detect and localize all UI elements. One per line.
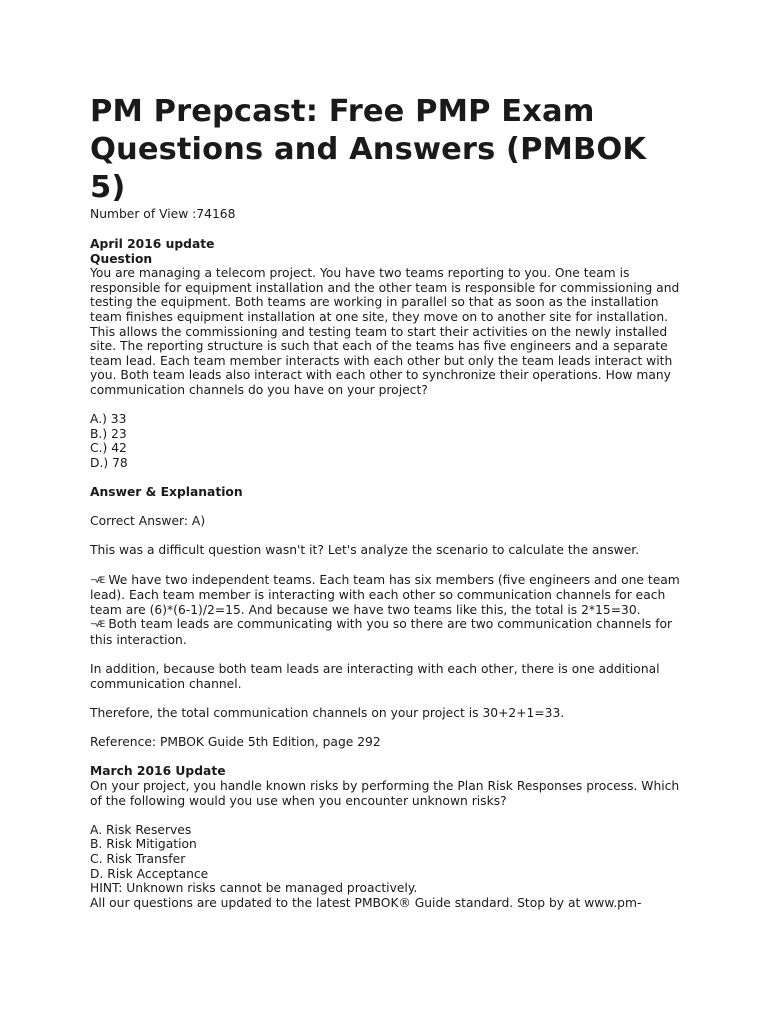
footer-text: All our questions are updated to the latest PMBOK® Guide standard. Stop by at www.pm- [90,895,642,910]
april-options-list [90,412,690,470]
bullet-icon: ¬Æ [90,575,105,586]
explanation-bullet-2 [90,617,690,647]
option-d: D.) 78 [90,455,128,470]
spacer [90,750,690,765]
reference: Reference: PMBOK Guide 5th Edition, page 292 [90,735,381,750]
spacer [90,529,690,544]
spacer [90,558,690,573]
march-update-heading: March 2016 Update [90,764,226,779]
spacer [90,471,690,486]
spacer [90,222,690,237]
april-update-heading: April 2016 update [90,237,215,251]
question-label: Question [90,251,153,266]
hint-text: HINT: Unknown risks cannot be managed proactively. [90,881,418,896]
document-page [90,93,690,910]
option-d: D. Risk Acceptance [90,866,209,881]
spacer [90,691,690,706]
spacer [90,648,690,663]
march-options-list [90,823,690,881]
option-a: A.) 33 [90,412,127,427]
bullet-text: We have two independent teams. Each team has six members (five engineers and one team lead). Each team member is interacting with each other so communication channels for each team are (6)*(6-1)/2=15. And because we have two teams like this, the total is 2*15=30. [90,572,680,617]
spacer [90,398,690,413]
correct-answer: Correct Answer: A) [90,514,206,529]
option-b: B.) 23 [90,426,127,441]
spacer [90,721,690,736]
explanation-addition: In addition, because both team leads are interacting with each other, there is one additional communication channel. [90,662,660,691]
page-title: PM Prepcast: Free PMP Exam Questions and Answers (PMBOK 5) [90,94,647,205]
bullet-text: Both team leads are communicating with you so there are two communication channels for this interaction. [90,617,673,648]
explanation-bullet-1 [90,573,690,618]
view-count: Number of View :74168 [90,207,236,221]
april-question-text: You are managing a telecom project. You have two teams reporting to you. One team is responsible for equipment installation and the other team is responsible for commissioning and testing the equipment. Both teams are working in parallel so that as soon as the installation team finishes equipment installation at one site, they move on to another site for installation. This allows the commissioning and testing team to start their activities on the newly installed site. The reporting structure is such that each of the teams has five engineers and a separate team lead. Each team member interacts with each other but only the team leads interact with you. Both team leads also interact with each other to synchronize their operations. How many communication channels do you have on your project? [90,266,680,397]
option-c: C.) 42 [90,441,127,456]
explanation-total: Therefore, the total communication channels on your project is 30+2+1=33. [90,706,565,720]
option-c: C. Risk Transfer [90,851,186,866]
spacer [90,500,690,515]
march-question-text: On your project, you handle known risks by performing the Plan Risk Responses process. Which of the following would you use when you encounter unknown risks? [90,778,680,808]
bullet-icon: ¬Æ [90,620,105,631]
spacer [90,808,690,823]
option-a: A. Risk Reserves [90,822,192,837]
explanation-intro: This was a difficult question wasn't it? Let's analyze the scenario to calculate the answer. [90,543,640,558]
answer-heading: Answer & Explanation [90,485,243,500]
option-b: B. Risk Mitigation [90,837,197,852]
